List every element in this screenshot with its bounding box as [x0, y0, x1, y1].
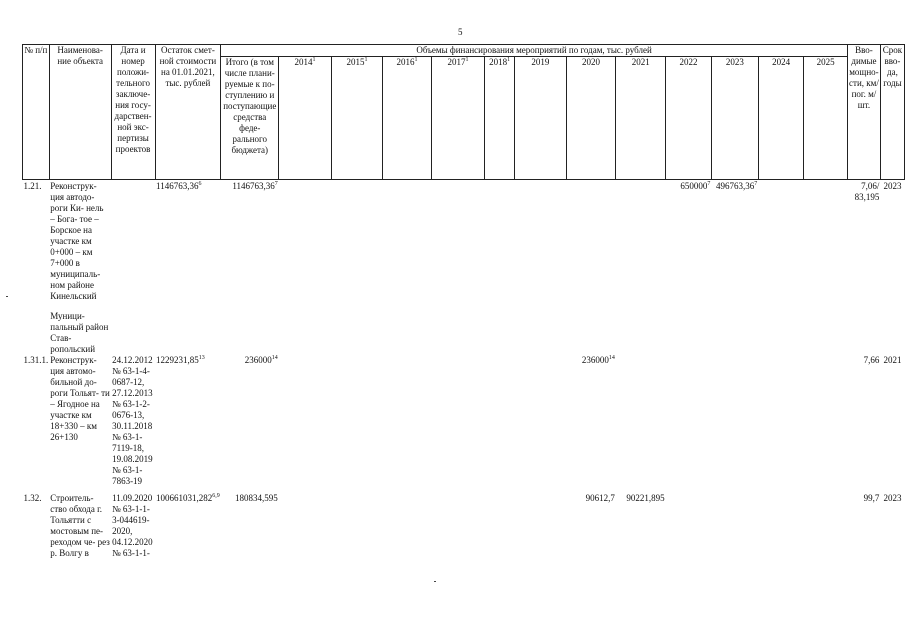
- year-2019-amount: [515, 493, 566, 573]
- page-number: 5: [458, 27, 463, 37]
- remaining-cost: 1229231,85$^{13}$: [156, 355, 205, 365]
- year-2019-amount: [515, 180, 566, 312]
- commission-year: 2023: [883, 493, 902, 503]
- year-2025-amount: [804, 311, 848, 355]
- expertise-conclusion: [111, 311, 155, 355]
- year-2016-amount: [383, 493, 432, 573]
- table-row: [23, 355, 905, 493]
- year-2020-amount: [566, 180, 616, 312]
- year-2016-amount: [383, 180, 432, 312]
- year-2024-amount: [758, 355, 804, 493]
- col-rest: Остаток смет- ной стоимости на 01.01.2021, тыс. рублей: [155, 45, 221, 180]
- row-number: 1.21.: [23, 181, 42, 191]
- commission-year: 2023: [883, 181, 902, 191]
- year-2015-amount: [331, 355, 383, 493]
- col-capacity: Вво- димые мощно- сти, км/ пог. м/шт.: [847, 45, 880, 180]
- col-year-2019: 2019: [515, 57, 566, 180]
- year-2018-amount: [485, 180, 515, 312]
- year-2024-amount: [758, 493, 804, 573]
- capacity-value: [847, 311, 880, 355]
- year-2020-amount: 90612,7: [585, 493, 615, 503]
- col-year-2017: 2017$^1$: [431, 57, 484, 180]
- year-2017-amount: [431, 311, 484, 355]
- year-2025-amount: [804, 180, 848, 312]
- year-2015-amount: [331, 311, 383, 355]
- year-2022-amount: [666, 311, 712, 355]
- scan-speck: [6, 296, 8, 297]
- col-year-2020: 2020: [566, 57, 616, 180]
- object-name: Реконструк- ция автодо- роги Ки- нель – Бога- тое – Борское на участке км 0+000 – км 7+000 в муниципаль- ном районе Кинельский: [50, 181, 104, 301]
- table-header: [23, 45, 905, 180]
- col-year-2025: 2025: [804, 57, 848, 180]
- year-2022-amount: [666, 355, 712, 493]
- object-name: Строитель- ство обхода г. Тольятти с мостовым пе- реходом че- рез р. Волгу в: [50, 493, 110, 558]
- row-number: 1.31.1.: [23, 355, 49, 365]
- remaining-cost: 1146763,36$^6$: [156, 181, 202, 191]
- remaining-cost: [155, 311, 221, 355]
- year-2019-amount: [515, 311, 566, 355]
- financing-table: [22, 44, 905, 573]
- row-number: 1.32.: [23, 493, 42, 503]
- capacity-value: 7,66: [863, 355, 880, 365]
- year-2023-amount: [711, 311, 758, 355]
- year-2021-amount: [616, 355, 666, 493]
- col-year-2023: 2023: [711, 57, 758, 180]
- year-2020-amount: [566, 311, 616, 355]
- year-2018-amount: [485, 493, 515, 573]
- expertise-conclusion: 24.12.2012 № 63-1-4- 0687-12, 27.12.2013 № 63-1-2- 0676-13, 30.11.2018 № 63-1- 7119-18, 19.08.2019 № 63-1- 7863-19: [112, 355, 153, 486]
- year-2016-amount: [383, 311, 432, 355]
- expertise-conclusion: 11.09.2020 № 63-1-1- 3-044619- 2020, 04.12.2020 № 63-1-1-: [112, 493, 153, 558]
- remaining-cost: 100661031,282$^{6,9}$: [156, 493, 220, 503]
- col-num: № п/п: [23, 45, 50, 180]
- year-2014-amount: [279, 493, 331, 573]
- year-2020-amount: 236000$^{14}$: [581, 355, 615, 365]
- scan-speck: [434, 581, 436, 582]
- capacity-value: 99,7: [863, 493, 880, 503]
- col-volumes: Объемы финансирования мероприятий по годам, тыс. рублей: [221, 45, 848, 57]
- col-year-2018: 2018$^1$: [485, 57, 515, 180]
- col-term: Срок вво- да, годы: [880, 45, 904, 180]
- total-amount: 236000$^{14}$: [244, 355, 278, 365]
- col-name: Наименова- ние объекта: [49, 45, 111, 180]
- object-name: Реконструк- ция автомо- бильной до- роги Тольят- ти – Ягодное на участке км 18+330 – км 26+130: [50, 355, 110, 442]
- expertise-conclusion: [111, 180, 155, 312]
- year-2023-amount: [711, 493, 758, 573]
- year-2018-amount: [485, 355, 515, 493]
- table-row: [23, 493, 905, 573]
- col-year-2022: 2022: [666, 57, 712, 180]
- col-year-2021: 2021: [616, 57, 666, 180]
- col-year-2024: 2024: [758, 57, 804, 180]
- object-name: Муници- пальный район Став- ропольский: [50, 311, 109, 354]
- year-2014-amount: [279, 311, 331, 355]
- col-date: Дата и номер положи- тельного заключе- ния госу- дарствен- ной экс- пертизы проектов: [111, 45, 155, 180]
- table-row: [23, 311, 905, 355]
- total-amount: [221, 311, 279, 355]
- col-year-2014: 2014$^1$: [279, 57, 331, 180]
- year-2015-amount: [331, 180, 383, 312]
- year-2025-amount: [804, 493, 848, 573]
- year-2024-amount: [758, 311, 804, 355]
- total-amount: 1146763,36$^7$: [232, 181, 278, 191]
- row-number: [23, 311, 50, 355]
- year-2023-amount: 496763,36$^7$: [716, 181, 758, 191]
- year-2021-amount: 90221,895: [626, 493, 665, 503]
- col-year-2015: 2015$^1$: [331, 57, 383, 180]
- year-2021-amount: [616, 180, 666, 312]
- year-2023-amount: [711, 355, 758, 493]
- table-body: [23, 180, 905, 574]
- year-2022-amount: [666, 493, 712, 573]
- year-2024-amount: [758, 180, 804, 312]
- year-2025-amount: [804, 355, 848, 493]
- year-2015-amount: [331, 493, 383, 573]
- capacity-value: 7,06/ 83,195: [854, 181, 880, 202]
- year-2017-amount: [431, 355, 484, 493]
- year-2021-amount: [616, 311, 666, 355]
- commission-year: [880, 311, 904, 355]
- year-2018-amount: [485, 311, 515, 355]
- year-2016-amount: [383, 355, 432, 493]
- col-total: Итого (в том числе плани- руемые к по- ступлению и поступающие средства феде- рального бюджета): [221, 57, 279, 180]
- year-2022-amount: 650000$^7$: [680, 181, 711, 191]
- year-2019-amount: [515, 355, 566, 493]
- col-year-2016: 2016$^1$: [383, 57, 432, 180]
- year-2014-amount: [279, 180, 331, 312]
- year-2014-amount: [279, 355, 331, 493]
- total-amount: 180834,595: [234, 493, 278, 503]
- year-2017-amount: [431, 180, 484, 312]
- year-2017-amount: [431, 493, 484, 573]
- commission-year: 2021: [883, 355, 902, 365]
- table-row: [23, 180, 905, 312]
